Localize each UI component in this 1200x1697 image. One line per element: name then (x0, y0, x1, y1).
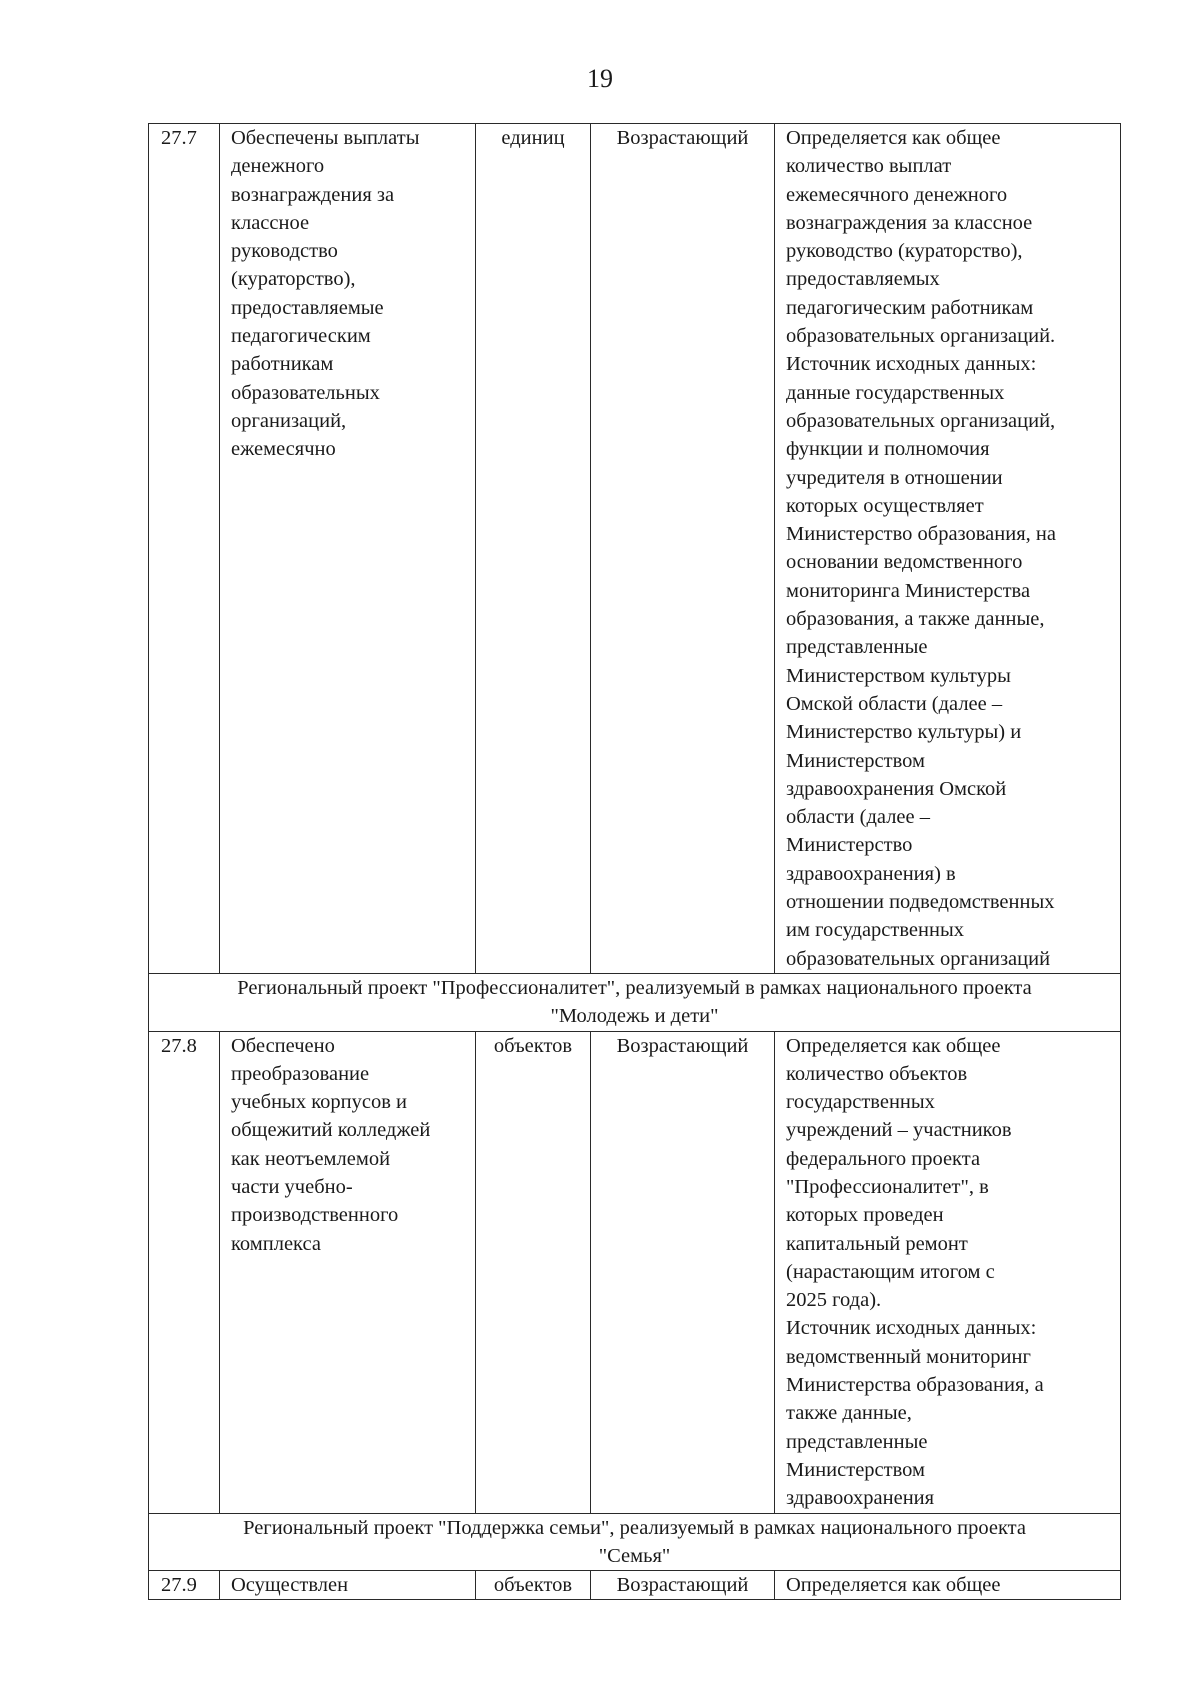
indicator-name-line: производственного (231, 1204, 399, 1227)
row-number: 27.9 (149, 1571, 220, 1600)
table-row (149, 1031, 1121, 1513)
calculation-method-line: представленные (786, 636, 928, 659)
section-title-text (157, 974, 1112, 1031)
calculation-method-line: которых осуществляет (786, 494, 984, 517)
calculation-method-line: здравоохранения Омской (786, 777, 1007, 800)
row-number: 27.7 (149, 124, 220, 974)
calculation-method-line: предоставляемых (786, 268, 940, 291)
calculation-method-line: количество объектов (786, 1062, 968, 1085)
calculation-method-line: капитальный ремонт (786, 1232, 968, 1255)
row-number: 27.8 (149, 1031, 220, 1513)
calculation-method-line: Источник исходных данных: (786, 1317, 1037, 1340)
calculation-method-line: 2025 года). (786, 1289, 882, 1312)
calculation-method-line: Источник исходных данных: (786, 353, 1037, 376)
calculation-method-line: "Профессионалитет", в (786, 1175, 989, 1198)
indicator-name-cell (220, 1571, 476, 1600)
calculation-method-line: учреждений – участников (786, 1119, 1012, 1142)
calculation-method-line: отношении подведомственных (786, 891, 1055, 914)
calculation-method-line: количество выплат (786, 155, 952, 178)
calculation-method-line: государственных (786, 1091, 935, 1114)
indicator-name-line: Обеспечены выплаты (231, 127, 420, 149)
calculation-method-line: Министерством культуры (786, 664, 1011, 687)
calculation-method-line: Омской области (далее – (786, 692, 1003, 715)
calculation-method-line: (нарастающим итогом с (786, 1260, 995, 1283)
unit-of-measure: объектов (476, 1031, 591, 1513)
page-number: 19 (587, 64, 613, 93)
indicator-name-line: образовательных (231, 381, 380, 404)
calculation-method-line: Министерством (786, 749, 925, 772)
calculation-method-line: федерального проекта (786, 1147, 981, 1170)
section-title-text-line: Региональный проект "Поддержка семьи", реализуемый в рамках национального проекта (243, 1516, 1026, 1539)
calculation-method-line: области (далее – (786, 806, 930, 829)
section-title-text-line: "Семья" (598, 1544, 671, 1567)
indicator-name-line: общежитий колледжей (231, 1119, 431, 1142)
section-title-text-line: "Молодежь и дети" (550, 1005, 719, 1028)
calculation-method (786, 1032, 1120, 1513)
trend-direction: Возрастающий (591, 1571, 775, 1600)
indicator-name-line: Осуществлен (231, 1574, 349, 1597)
indicator-name-line: учебных корпусов и (231, 1091, 407, 1114)
calculation-method-line: ежемесячного денежного (786, 183, 1008, 206)
indicator-name-cell (220, 124, 476, 974)
calculation-method-line: также данные, (786, 1402, 912, 1425)
unit-of-measure: единиц (476, 124, 591, 974)
calculation-method-line: им государственных (786, 919, 964, 942)
calculation-method-line: Министерством (786, 1458, 925, 1481)
indicator-name-cell (220, 1031, 476, 1513)
indicator-name (231, 1571, 475, 1599)
indicator-name-line: вознаграждения за (231, 183, 395, 206)
indicator-name-line: работникам (231, 353, 334, 376)
indicator-table (148, 123, 1121, 1600)
calculation-method-line: здравоохранения (786, 1487, 935, 1510)
calculation-method-line: Министерства образования, а (786, 1374, 1044, 1397)
calculation-method-line: мониторинга Министерства (786, 579, 1031, 602)
indicator-name-line: денежного (231, 155, 325, 178)
calculation-method-line: руководство (кураторство), (786, 240, 1023, 263)
calculation-method-line: образовательных организаций, (786, 409, 1056, 432)
calculation-method-line: Определяется как общее (786, 1034, 1001, 1057)
table-row (149, 1571, 1121, 1600)
calculation-method-line: Определяется как общее (786, 1574, 1001, 1597)
indicator-name-line: части учебно- (231, 1175, 353, 1198)
indicator-name-line: преобразование (231, 1062, 370, 1085)
section-title-text-line: Региональный проект "Профессионалитет", реализуемый в рамках национального проекта (237, 976, 1032, 999)
calculation-method-line: ведомственный мониторинг (786, 1345, 1031, 1368)
calculation-method-line: данные государственных (786, 381, 1005, 404)
calculation-method-line: Министерство (786, 834, 913, 857)
indicator-name-line: комплекса (231, 1232, 321, 1255)
calculation-method-line: Министерство культуры) и (786, 721, 1022, 744)
indicator-name (231, 1032, 475, 1258)
indicator-name-line: (кураторство), (231, 268, 356, 291)
table-row (149, 124, 1121, 974)
calculation-method-cell (775, 124, 1121, 974)
calculation-method-line: Определяется как общее (786, 127, 1001, 149)
indicator-name-line: классное (231, 211, 310, 234)
section-title-text (157, 1514, 1112, 1571)
calculation-method-line: представленные (786, 1430, 928, 1453)
section-header-row (149, 1513, 1121, 1571)
calculation-method-line: здравоохранения) в (786, 862, 956, 885)
indicator-name-line: организаций, (231, 409, 347, 432)
calculation-method (786, 1571, 1120, 1599)
calculation-method-line: учредителя в отношении (786, 466, 1003, 489)
calculation-method-line: функции и полномочия (786, 438, 990, 461)
section-title (149, 1513, 1121, 1571)
indicator-name-line: ежемесячно (231, 438, 336, 461)
trend-direction: Возрастающий (591, 1031, 775, 1513)
calculation-method (786, 124, 1120, 973)
calculation-method-line: образования, а также данные, (786, 608, 1045, 631)
indicator-name-line: предоставляемые (231, 296, 384, 319)
indicator-name-line: педагогическим (231, 325, 371, 348)
indicator-name-line: руководство (231, 240, 338, 263)
indicator-name (231, 124, 475, 464)
calculation-method-line: вознаграждения за классное (786, 211, 1033, 234)
calculation-method-cell (775, 1571, 1121, 1600)
calculation-method-line: педагогическим работникам (786, 296, 1034, 319)
calculation-method-line: основании ведомственного (786, 551, 1023, 574)
section-title (149, 973, 1121, 1031)
unit-of-measure: объектов (476, 1571, 591, 1600)
trend-direction: Возрастающий (591, 124, 775, 974)
calculation-method-line: образовательных организаций (786, 947, 1051, 970)
calculation-method-cell (775, 1031, 1121, 1513)
calculation-method-line: образовательных организаций. (786, 325, 1056, 348)
section-header-row (149, 973, 1121, 1031)
indicator-name-line: как неотъемлемой (231, 1147, 391, 1170)
calculation-method-line: которых проведен (786, 1204, 944, 1227)
calculation-method-line: Министерство образования, на (786, 523, 1056, 546)
indicator-name-line: Обеспечено (231, 1034, 335, 1057)
